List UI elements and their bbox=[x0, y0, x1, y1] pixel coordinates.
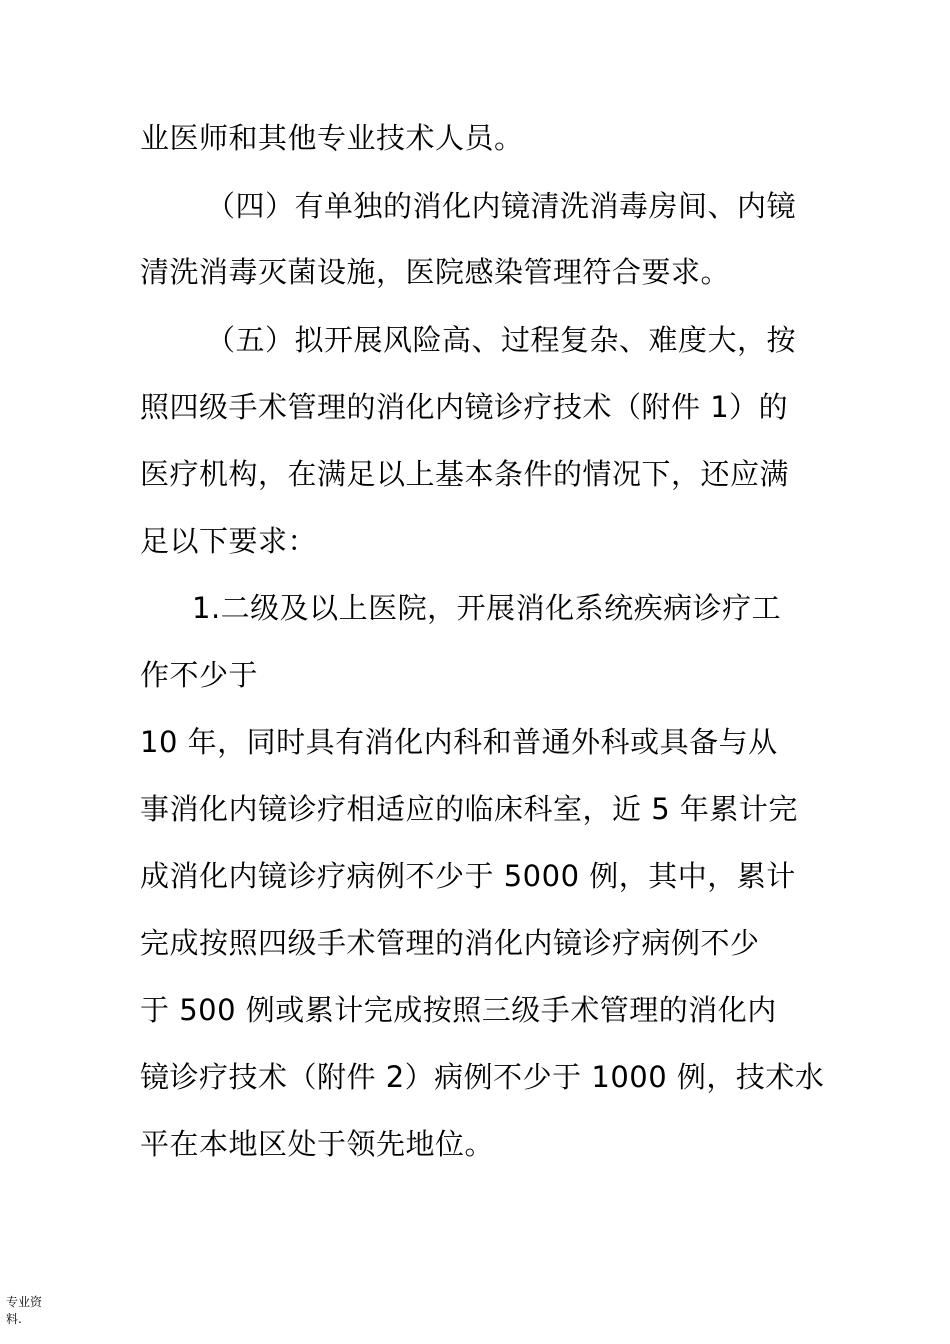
paragraph-line: 成消化内镜诊疗病例不少于 5000 例，其中，累计 bbox=[140, 859, 796, 893]
paragraph-line: 作不少于 bbox=[140, 658, 259, 692]
paragraph-line: 业医师和其他专业技术人员。 bbox=[140, 121, 524, 155]
paragraph-line: 清洗消毒灭菌设施，医院感染管理符合要求。 bbox=[140, 255, 731, 289]
footer-note: 专业资料. bbox=[6, 1295, 43, 1326]
paragraph-line: 10 年，同时具有消化内科和普通外科或具备与从 bbox=[140, 725, 778, 759]
paragraph-line: 足以下要求： bbox=[140, 524, 318, 558]
paragraph-line: （五）拟开展风险高、过程复杂、难度大，按 bbox=[206, 323, 797, 357]
paragraph-line: 医疗机构，在满足以上基本条件的情况下，还应满 bbox=[140, 457, 790, 491]
paragraph-line: 照四级手术管理的消化内镜诊疗技术（附件 1）的 bbox=[140, 390, 789, 424]
paragraph-line: 于 500 例或累计完成按照三级手术管理的消化内 bbox=[140, 993, 777, 1027]
paragraph-line: 1.二级及以上医院，开展消化系统疾病诊疗工 bbox=[192, 591, 782, 625]
paragraph-line: 事消化内镜诊疗相适应的临床科室，近 5 年累计完 bbox=[140, 792, 798, 826]
paragraph-line: 镜诊疗技术（附件 2）病例不少于 1000 例，技术水 bbox=[140, 1060, 825, 1094]
paragraph-line: （四）有单独的消化内镜清洗消毒房间、内镜 bbox=[206, 189, 797, 223]
paragraph-line: 平在本地区处于领先地位。 bbox=[140, 1127, 495, 1161]
paragraph-line: 完成按照四级手术管理的消化内镜诊疗病例不少 bbox=[140, 926, 760, 960]
